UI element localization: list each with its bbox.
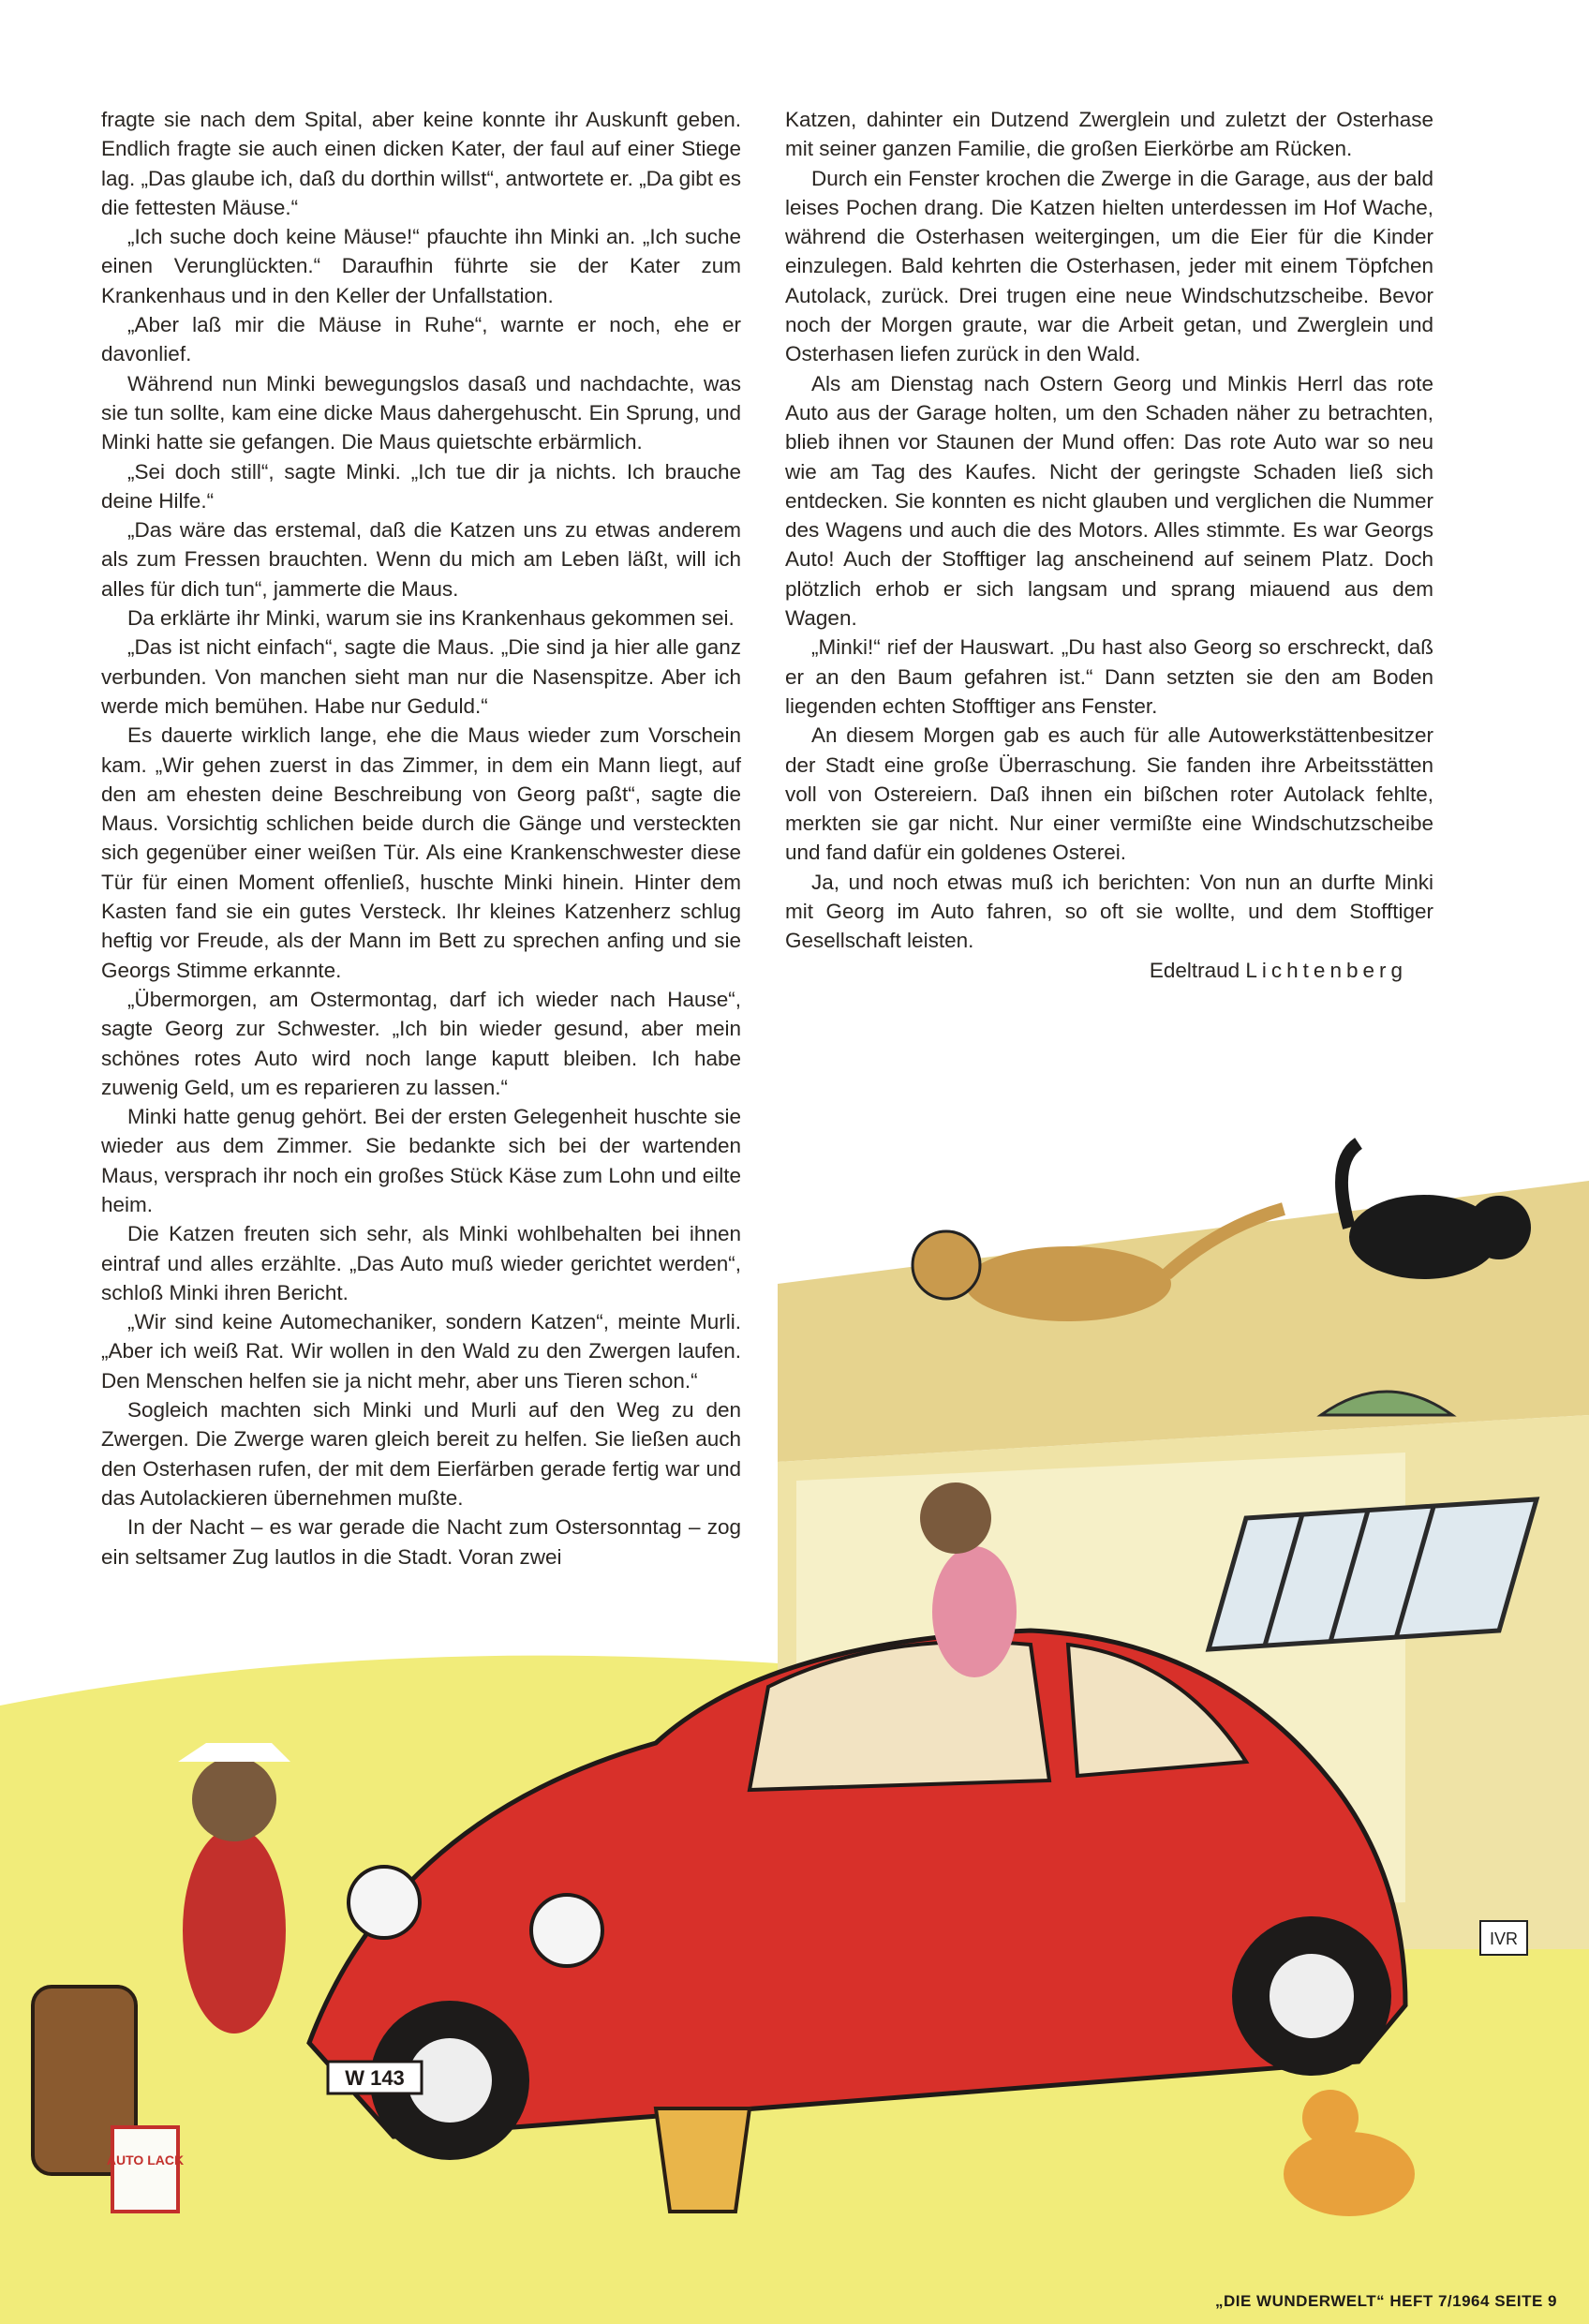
paragraph: fragte sie nach dem Spital, aber keine konnte ihr Auskunft geben. Endlich fragte sie auch einen dicken Kater, der faul auf einer Stiege lag. „Das glaube ich, daß du dorthin willst“, antwortete er. „Da gibt es die fettesten Mäuse.“ [101,108,741,219]
paragraph: „Das ist nicht einfach“, sagte die Maus. „Die sind ja hier alle ganz verbunden. Von manchen sieht man nur die Nasenspitze. Aber ich werde mich bemühen. Habe nur Geduld.“ [101,635,741,718]
easter-bunny-left [178,1743,290,2034]
garage-window [1209,1499,1537,1649]
black-cat [1342,1143,1531,1279]
paragraph: „Übermorgen, am Ostermontag, darf ich wieder nach Hause“, sagte Georg zur Schwester. „Ich bin wieder gesund, aber mein schönes rotes Auto wird noch lange kaputt bleiben. Ich habe zuwenig Geld, um es reparieren zu lassen.“ [101,987,741,1099]
paragraph: Minki hatte genug gehört. Bei der ersten Gelegenheit huschte sie wieder aus dem Zimmer. Sie bedankte sich bei der wartenden Maus, versprach ihr noch ein großes Stück Käse zum Lohn und eilte heim. [101,1105,741,1216]
paragraph: Katzen, dahinter ein Dutzend Zwerglein und zuletzt der Osterhase mit seiner ganzen Familie, die großen Eierkörbe am Rücken. [785,108,1433,161]
easter-garage-illustration [0,1106,1589,2324]
paint-can-label: AUTO LACK [106,2153,185,2168]
paragraph: Durch ein Fenster krochen die Zwerge in die Garage, aus der bald leises Pochen drang. Die Katzen hielten unterdessen im Hof Wache, während die Osterhasen weitergingen, um die Eier für die Kinder einzulegen. Bald kehrten die Osterhasen, jeder mit einem Töpfchen Autolack, zurück. Drei trugen eine neue Windschutzscheibe. Bevor noch der Morgen graute, war die Arbeit getan, und Zwerglein und Osterhasen liefen zurück in den Wald. [785,166,1433,366]
paragraph: Die Katzen freuten sich sehr, als Minki wohlbehalten bei ihnen eintraf und alles erzählte. „Das Auto muß wieder gerichtet werden“, schloß Minki ihren Bericht. [101,1222,741,1304]
paragraph: Während nun Minki bewegungslos dasaß und nachdachte, was sie tun sollte, kam eine dicke Maus dahergehuscht. Ein Sprung, und Minki hatte sie gefangen. Die Maus quietschte erbärmlich. [101,371,741,454]
paragraph: „Aber laß mir die Mäuse in Ruhe“, warnte er noch, ehe er davonlief. [101,313,741,366]
paragraph: An diesem Morgen gab es auch für alle Autowerkstättenbesitzer der Stadt eine große Überraschung. Sie fanden ihre Arbeitsstätten voll von Ostereiern. Daß ihnen ein bißchen roter Autolack fehlte, merkten sie gar nicht. Nur einer vermißte eine Windschutzscheibe und fand dafür ein goldenes Osterei. [785,723,1433,865]
paragraph: Sogleich machten sich Minki und Murli auf den Weg zu den Zwergen. Die Zwerge waren gleich bereit zu helfen. Sie ließen auch den Osterhasen rufen, der mit dem Eierfärben gerade fertig war und das Autolackieren übernehmen mußte. [101,1398,741,1510]
paragraph: Es dauerte wirklich lange, ehe die Maus wieder zum Vorschein kam. „Wir gehen zuerst in das Zimmer, in dem ein Mann liegt, auf den am ehesten deine Beschreibung von Georg paßt“, sagte die Maus. Vorsichtig schlichen beide durch die Gänge und versteckten sich gegenüber einer weißen Tür. Als eine Krankenschwester diese Tür für einen Moment offenließ, huschte Minki hinein. Hinter dem Kasten fand sie ein gutes Versteck. Ihr kleines Katzenherz schlug heftig vor Freude, als der Mann im Bett zu sprechen anfing und sie Georgs Stimme erkannte. [101,723,741,982]
paragraph: Da erklärte ihr Minki, warum sie ins Krankenhaus gekommen sei. [127,606,735,631]
paragraph: „Das wäre das erstemal, daß die Katzen uns zu etwas anderem als zum Fressen brauchten. Wenn du mich am Leben läßt, will ich alles für dich tun“, jammerte die Maus. [101,518,741,601]
paragraph: „Minki!“ rief der Hauswart. „Du hast also Georg so erschreckt, daß er an den Baum gefahren ist.“ Dann setzten sie den am Boden liegenden echten Stofftiger ans Fenster. [785,635,1433,718]
paragraph: Ja, und noch etwas muß ich berichten: Von nun an durfte Minki mit Georg im Auto fahren, so oft sie wollte, und dem Stofftiger Gesellschaft leisten. [785,870,1433,953]
article-column-right [785,105,1433,985]
paragraph: „Ich suche doch keine Mäuse!“ pfauchte ihn Minki an. „Ich suche einen Verunglückten.“ Daraufhin führte sie der Kater zum Krankenhaus und in den Keller der Unfallstation. [101,225,741,307]
author-signature [785,956,1433,985]
author-last-name: Lichtenberg [1245,958,1407,982]
paragraph: Als am Dienstag nach Ostern Georg und Minkis Herrl das rote Auto aus der Garage holten, um den Schaden näher zu betrachten, blieb ihnen vor Staunen der Mund offen: Das rote Auto war so neu wie am Tag des Kaufes. Nicht der geringste Schaden ließ sich entdecken. Sie konnten es nicht glauben und verglichen die Nummer des Wagens und auch die des Motors. Alles stimmte. Es war Georgs Auto! Auch der Stofftiger lag anscheinend auf seinem Platz. Doch plötzlich erhob er sich langsam und sprang miauend aus dem Wagen. [785,371,1433,631]
page-footer: „DIE WUNDERWELT“ HEFT 7/1964 SEITE 9 [1215,2292,1557,2310]
water-bucket [656,2108,750,2212]
author-first-name: Edeltraud [1149,958,1240,982]
paint-can [107,2127,184,2212]
paragraph: „Sei doch still“, sagte Minki. „Ich tue dir ja nichts. Ich brauche deine Hilfe.“ [101,459,741,513]
paragraph: In der Nacht – es war gerade die Nacht zum Ostersonntag – zog ein seltsamer Zug lautlos in die Stadt. Voran zwei [101,1515,741,1569]
artist-mark-text: IVR [1489,1929,1519,1948]
headlight [349,1867,420,1938]
license-plate-text: W 143 [345,2066,405,2090]
paragraph: „Wir sind keine Automechaniker, sondern Katzen“, meinte Murli. „Aber ich weiß Rat. Wir wollen in den Wald zu den Zwergen laufen. Den Menschen helfen sie ja nicht mehr, aber uns Tieren schon.“ [101,1310,741,1393]
